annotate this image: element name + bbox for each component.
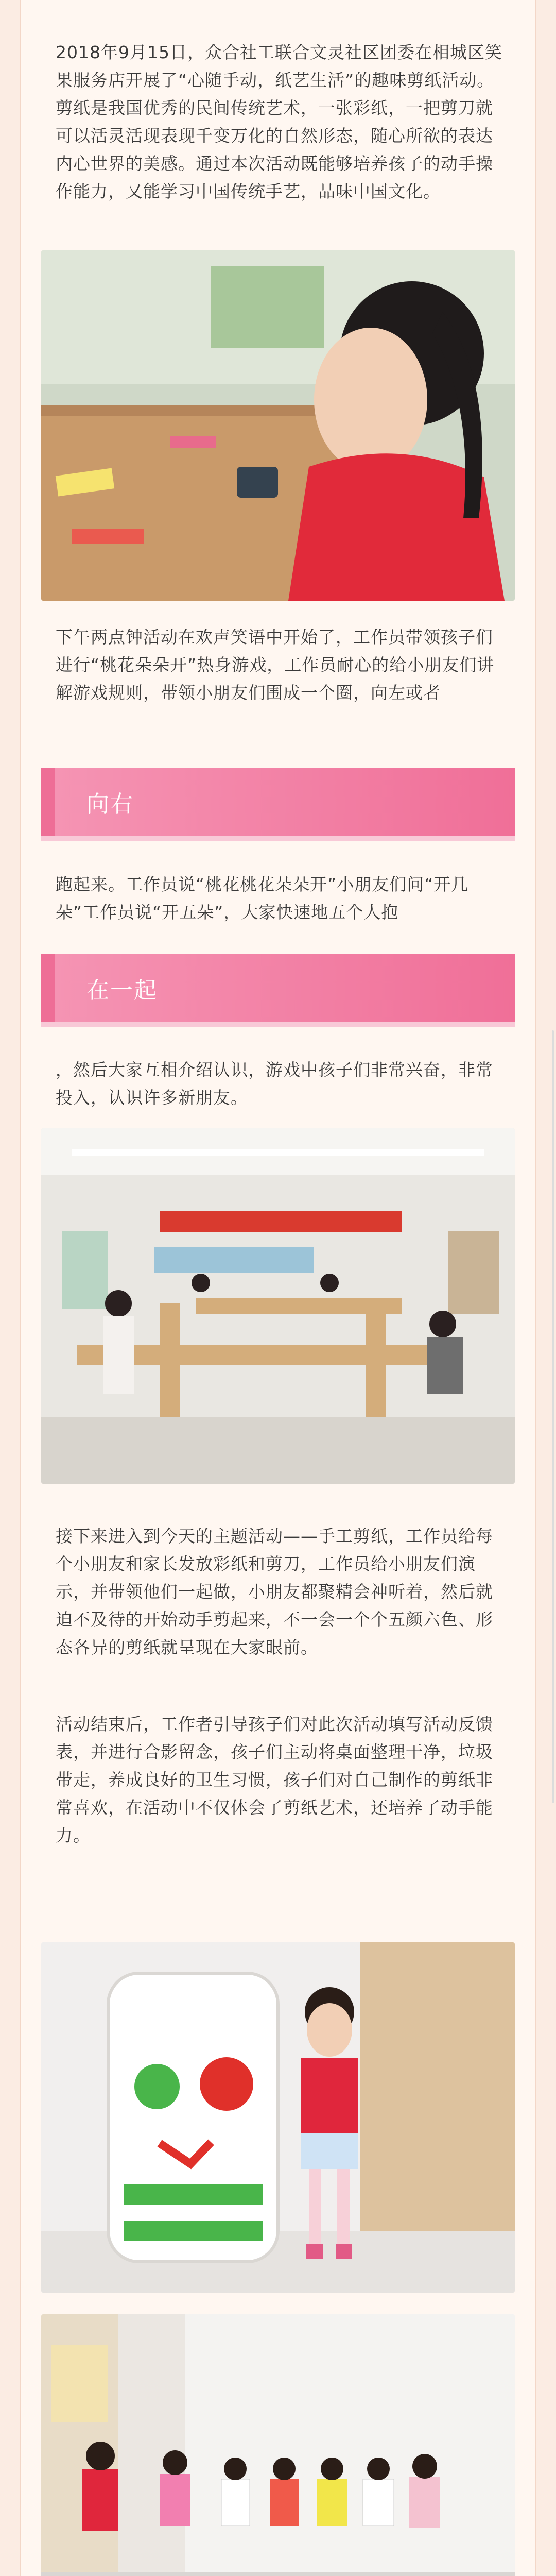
game-rules-paragraph: 跑起来。工作员说“桃花桃花朵朵开”小朋友们问“开几朵”工作员说“开五朵”，大家快速地五个人抱: [56, 874, 469, 922]
classroom-group-photo: [41, 1128, 515, 1484]
section-heading-1: [41, 768, 515, 836]
game-result-paragraph: ，然后大家互相介绍认识，游戏中孩子们非常兴奋，非常投入，认识许多新朋友。: [56, 1060, 493, 1108]
girl-cutting-paper-photo: [41, 250, 515, 601]
section-heading-2-text: 在一起: [86, 977, 158, 1004]
section-heading-2: [41, 954, 515, 1022]
scrollbar[interactable]: [552, 1030, 554, 1803]
paper-cutting-paragraph: 接下来进入到今天的主题活动——手工剪纸，工作员给每个小朋友和家长发放彩纸和剪刀，工作员给小朋友们演示，并带领他们一起做，小朋友都聚精会神听着，然后就迫不及待的开始动手剪起来，不一会一个个五颜六色、形态各异的剪纸就呈现在大家眼前。: [56, 1526, 493, 1657]
game-intro-paragraph: 下午两点钟活动在欢声笑语中开始了，工作员带领孩子们进行“桃花朵朵开”热身游戏，工作员耐心的给小朋友们讲解游戏规则，带领小朋友们围成一个圈，向左或者: [56, 627, 495, 703]
children-group-photo: [41, 2314, 515, 2576]
wrap-up-paragraph: 活动结束后，工作者引导孩子们对此次活动填写活动反馈表，并进行合影留念，孩子们主动将桌面整理干净，垃圾带走，养成良好的卫生习惯，孩子们对自己制作的剪纸非常喜欢，在活动中不仅体会了剪纸艺术，还培养了动手能力。: [56, 1714, 493, 1845]
section-heading-1-text: 向右: [86, 791, 134, 817]
intro-paragraph: 2018年9月15日，众合社工联合文灵社区团委在相城区笑果服务店开展了“心随手动，纸艺生活”的趣味剪纸活动。剪纸是我国优秀的民间传统艺术，一张彩纸，一把剪刀就可以活灵活现表现千变万化的自然形态，随心所欲的表达内心世界的美感。通过本次活动既能够培养孩子的动手操作能力，又能学习中国传统手艺，品味中国文化。: [56, 42, 502, 201]
girl-with-mascot-photo: [41, 1942, 515, 2293]
